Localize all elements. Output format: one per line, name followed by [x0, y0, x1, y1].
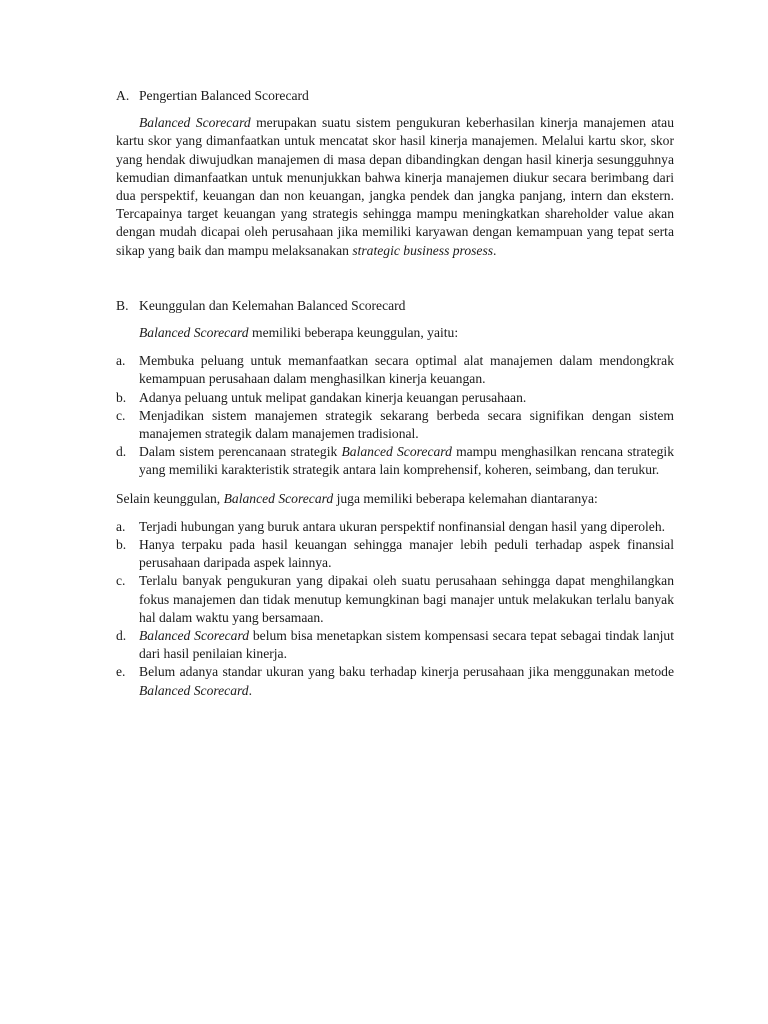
- weaknesses-intro-text: juga memiliki beberapa kelemahan diantaranya:: [333, 490, 598, 506]
- section-a-paragraph-end: .: [493, 242, 497, 258]
- section-a-heading: [116, 87, 674, 105]
- advantages-intro-text: memiliki beberapa keunggulan, yaitu:: [248, 325, 459, 341]
- list-marker: a.: [116, 353, 126, 369]
- list-item-body: belum bisa menetapkan sistem kompensasi secara tepat sebagai tindak lanjut dari hasil penilaian kinerja.: [139, 628, 675, 662]
- list-item: [116, 663, 674, 699]
- term-balanced-scorecard: Balanced Scorecard: [139, 682, 249, 698]
- list-item: [116, 572, 674, 627]
- list-item-text: [139, 407, 674, 443]
- list-item-body: .: [248, 682, 252, 698]
- term-balanced-scorecard: Balanced Scorecard: [223, 490, 334, 506]
- list-marker: a.: [116, 518, 126, 534]
- list-item: [116, 443, 674, 479]
- section-a-title: Pengertian Balanced Scorecard: [139, 88, 309, 103]
- list-item-body: Terlalu banyak pengukuran yang dipakai oleh suatu perusahaan sehingga dapat menghilangkan fokus manajemen dan tidak menutup kemungkinan bagi manajer untuk melakukan terlalu banyak hal dalam waktu yang bersamaan.: [139, 573, 674, 625]
- list-item-text: [139, 389, 674, 407]
- section-b-heading: [116, 297, 674, 315]
- section-b-marker: B.: [116, 297, 129, 313]
- list-item-text: [139, 663, 674, 699]
- list-marker: c.: [116, 407, 126, 423]
- term-strategic-business-prosess: strategic business prosess: [352, 242, 494, 258]
- term-balanced-scorecard: Balanced Scorecard: [139, 325, 249, 341]
- list-item: [116, 518, 674, 536]
- list-marker: c.: [116, 573, 126, 589]
- list-marker: b.: [116, 389, 127, 405]
- list-item: [116, 627, 674, 663]
- list-item-text: [139, 627, 674, 663]
- list-item: [116, 407, 674, 443]
- list-marker: d.: [116, 444, 127, 460]
- section-a-marker: A.: [116, 88, 130, 103]
- weaknesses-list: [116, 518, 674, 700]
- list-item-body: Membuka peluang untuk memanfaatkan secara optimal alat manajemen dalam mendongkrak kemampuan perusahaan dalam menghasilkan kinerja keuangan.: [139, 353, 674, 387]
- list-marker: e.: [116, 664, 126, 680]
- list-item-pre: Dalam sistem perencanaan strategik: [139, 444, 342, 460]
- list-item-text: [139, 518, 674, 536]
- list-item-body: Menjadikan sistem manajemen strategik sekarang berbeda secara signifikan dengan sistem manajemen strategik dalam manajemen tradisional.: [139, 407, 674, 442]
- list-item-text: [139, 572, 674, 627]
- list-item-body: Adanya peluang untuk melipat gandakan kinerja keuangan perusahaan.: [139, 389, 527, 405]
- term-balanced-scorecard: Balanced Scorecard: [341, 444, 452, 460]
- weaknesses-intro: [116, 490, 674, 508]
- term-balanced-scorecard: Balanced Scorecard: [139, 628, 250, 644]
- document-page: [116, 87, 674, 700]
- list-item-pre: Belum adanya standar ukuran yang baku terhadap kinerja perusahaan jika menggunakan metode: [139, 664, 674, 680]
- term-balanced-scorecard: Balanced Scorecard: [139, 115, 251, 131]
- list-item-text: [139, 443, 674, 479]
- list-item: [116, 352, 674, 388]
- list-item-body: mampu menghasilkan rencana strategik yang memiliki karakteristik strategik antara lain komprehensif, koheren, seimbang, dan terukur.: [139, 444, 674, 478]
- weaknesses-intro-pre: Selain keunggulan,: [116, 490, 224, 506]
- section-a-paragraph-text: merupakan suatu sistem pengukuran keberhasilan kinerja manajemen atau kartu skor yang dimanfaatkan untuk mencatat skor hasil kinerja manajemen. Melalui kartu skor, skor yang hendak diwujudkan manajemen di masa depan dibandingkan dengan hasil kinerja sesungguhnya kemudian dimanfaatkan untuk menunjukkan bahwa kinerja manajemen diukur secara berimbang dari dua perspektif, keuangan dan non keuangan, jangka pendek dan jangka panjang, intern dan ekstern. Tercapainya target keuangan yang strategis sehingga mampu meningkatkan shareholder value akan dengan mudah dicapai oleh perusahaan jika memiliki karyawan dengan kemampuan yang tepat serta sikap yang baik dan mampu melaksanakan: [116, 115, 674, 258]
- list-item-text: [139, 536, 674, 572]
- list-item-body: Terjadi hubungan yang buruk antara ukuran perspektif nonfinansial dengan hasil yang diperoleh.: [139, 518, 666, 534]
- advantages-list: [116, 352, 674, 479]
- advantages-intro: [116, 324, 674, 342]
- list-item-text: [139, 352, 674, 388]
- list-marker: b.: [116, 537, 127, 553]
- list-item: [116, 536, 674, 572]
- list-item: [116, 389, 674, 407]
- list-marker: d.: [116, 628, 127, 644]
- list-item-body: Hanya terpaku pada hasil keuangan sehingga manajer lebih peduli terhadap aspek finansial perusahaan daripada aspek lainnya.: [139, 537, 674, 571]
- section-a-paragraph: [116, 114, 674, 260]
- section-b-title: Keunggulan dan Kelemahan Balanced Scorecard: [139, 297, 406, 313]
